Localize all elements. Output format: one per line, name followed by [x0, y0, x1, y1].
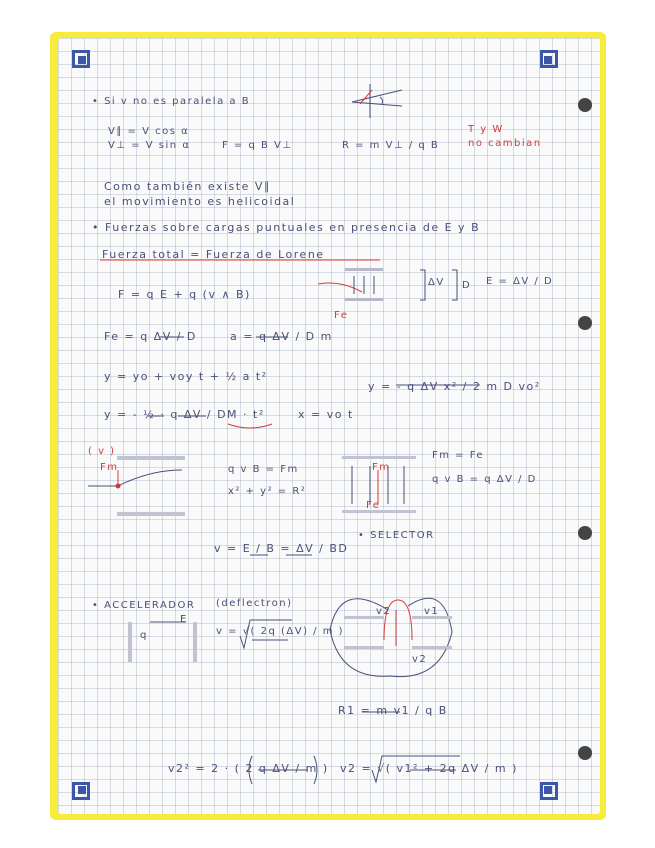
note-line: Fe	[366, 500, 381, 511]
note-line: Fm = Fe	[432, 450, 485, 461]
note-line: Fuerza total = Fuerza de Lorene	[102, 248, 325, 261]
note-line: D	[462, 280, 472, 291]
note-line: E = ΔV / D	[486, 276, 554, 287]
note-line: x = vo t	[298, 408, 354, 421]
note-line: q	[140, 630, 148, 641]
note-line: x² + y² = R²	[228, 486, 307, 497]
note-line: F = q E + q (v ∧ B)	[118, 288, 251, 301]
note-line: v = E / B = ΔV / BD	[214, 542, 349, 555]
note-line: q v B = Fm	[228, 464, 299, 475]
note-line: ( v )	[88, 446, 116, 457]
note-line: E	[180, 614, 188, 625]
note-line: R1 = m v1 / q B	[338, 704, 448, 717]
note-line: v1	[424, 606, 440, 617]
velocity-vector-sketch	[352, 84, 402, 118]
note-line: • Si v no es paralela a B	[92, 96, 250, 107]
note-line: v2	[412, 654, 428, 665]
note-line: R = m V⊥ / q B	[342, 140, 440, 151]
note-line: Fm	[372, 462, 391, 473]
note-line: y = yo + voy t + ½ a t²	[104, 370, 268, 383]
note-line: T y W	[468, 124, 504, 135]
note-line: • Fuerzas sobre cargas puntuales en presencia de E y B	[92, 221, 480, 234]
note-line: v2	[376, 606, 392, 617]
note-line: y = - q ΔV x² / 2 m D vo²	[368, 380, 541, 393]
note-line: v = √( 2q (ΔV) / m )	[216, 626, 345, 637]
note-line: (deflectron)	[216, 598, 293, 609]
note-line: y = - ½ · q ΔV / DM · t²	[104, 408, 265, 421]
note-line: v2 = √( v1² + 2q ΔV / m )	[340, 762, 518, 775]
note-line: q v B = q ΔV / D	[432, 474, 537, 485]
note-line: F = q B V⊥	[222, 140, 293, 151]
note-line: • SELECTOR	[358, 530, 435, 541]
note-line: a = q ΔV / D m	[230, 330, 333, 343]
note-line: • ACCELERADOR	[92, 600, 195, 611]
note-line: V⊥ = V sin α	[108, 140, 191, 151]
note-line: Como también existe V∥	[104, 180, 271, 193]
note-line: v2² = 2 · ( 2 q ΔV / m )	[168, 762, 329, 775]
note-line: Fe = q ΔV / D	[104, 330, 197, 343]
note-line: V∥ = V cos α	[108, 126, 190, 137]
note-line: Fe	[334, 310, 349, 321]
note-line: ΔV	[428, 277, 445, 288]
note-line: Fm	[100, 462, 119, 473]
note-line: el movimiento es helicoidal	[104, 195, 296, 208]
note-line: no cambian	[468, 138, 542, 149]
